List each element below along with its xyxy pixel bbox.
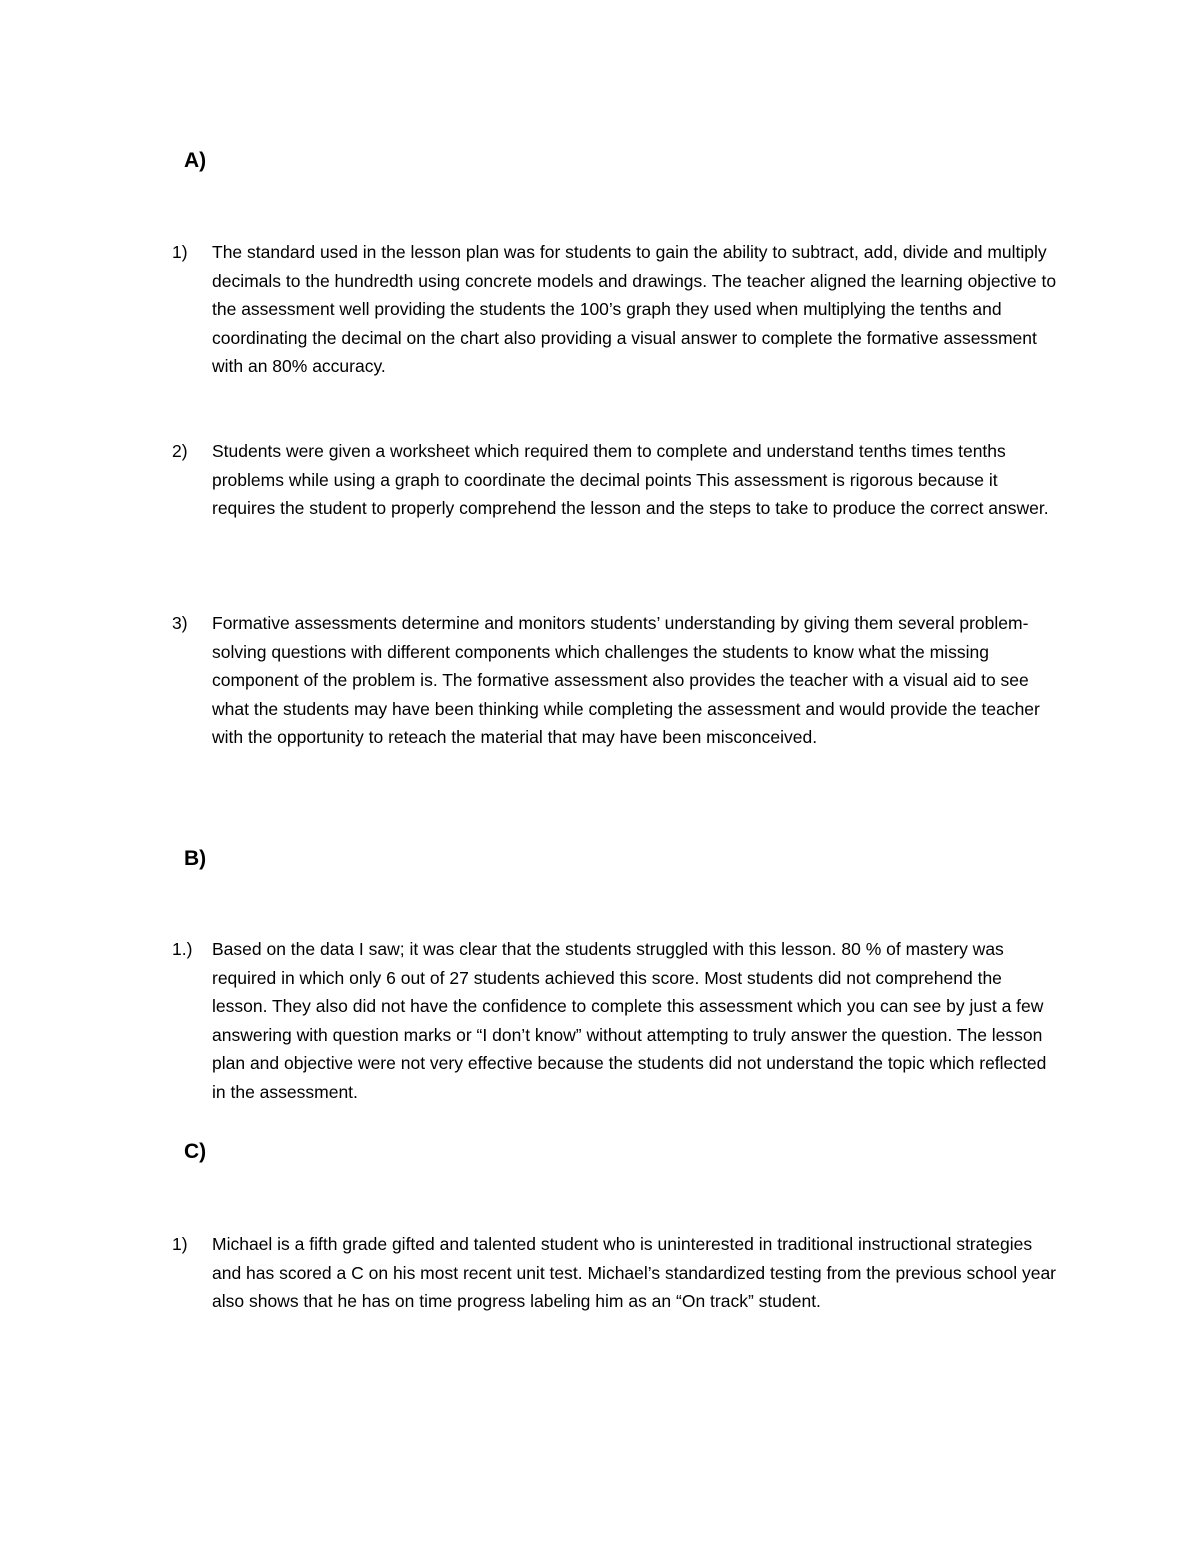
- item-text: The standard used in the lesson plan was for students to gain the ability to subtract, add, divide and multiply decimals to the hundredth using concrete models and drawings. The teacher aligned the learning objective to the assessment well providing the students the 100’s graph they used when multiplying the tenths and coordinating the decimal on the chart also providing a visual answer to complete the formative assessment with an 80% accuracy.: [212, 242, 1057, 377]
- list-item-a-1: [172, 238, 1072, 381]
- section-heading-a: A): [184, 149, 207, 172]
- list-item-b-1: [172, 935, 1072, 1107]
- item-text: Michael is a fifth grade gifted and talented student who is uninterested in traditional instructional strategies and has scored a C on his most recent unit test. Michael’s standardized testing from the previous school year also shows that he has on time progress labeling him as an “On track” student.: [212, 1234, 1056, 1312]
- item-number: 3): [172, 613, 188, 633]
- item-text: Based on the data I saw; it was clear that the students struggled with this lesson. 80 % of mastery was required in which only 6 out of 27 students achieved this score. Most students did not comprehend the lesson. They also did not have the confidence to complete this assessment which you can see by just a few answering with question marks or “I don’t know” without attempting to truly answer the question. The lesson plan and objective were not very effective because the students did not understand the topic which reflected in the assessment.: [212, 939, 1047, 1102]
- list-item-a-2: [172, 437, 1072, 523]
- item-number: 1): [172, 1234, 188, 1254]
- section-heading-c: C): [184, 1140, 207, 1163]
- item-number: 1.): [172, 939, 193, 959]
- list-item-c-1: [172, 1230, 1072, 1316]
- item-text: Formative assessments determine and monitors students’ understanding by giving them several problem-solving questions with different components which challenges the students to know what the missing component of the problem is. The formative assessment also provides the teacher with a visual aid to see what the students may have been thinking while completing the assessment and would provide the teacher with the opportunity to reteach the material that may have been misconceived.: [212, 613, 1040, 748]
- item-number: 2): [172, 441, 188, 461]
- section-heading-b: B): [184, 847, 207, 870]
- list-item-a-3: [172, 609, 1072, 752]
- item-number: 1): [172, 242, 188, 262]
- item-text: Students were given a worksheet which required them to complete and understand tenths times tenths problems while using a graph to coordinate the decimal points This assessment is rigorous because it requires the student to properly comprehend the lesson and the steps to take to produce the correct answer.: [212, 441, 1049, 519]
